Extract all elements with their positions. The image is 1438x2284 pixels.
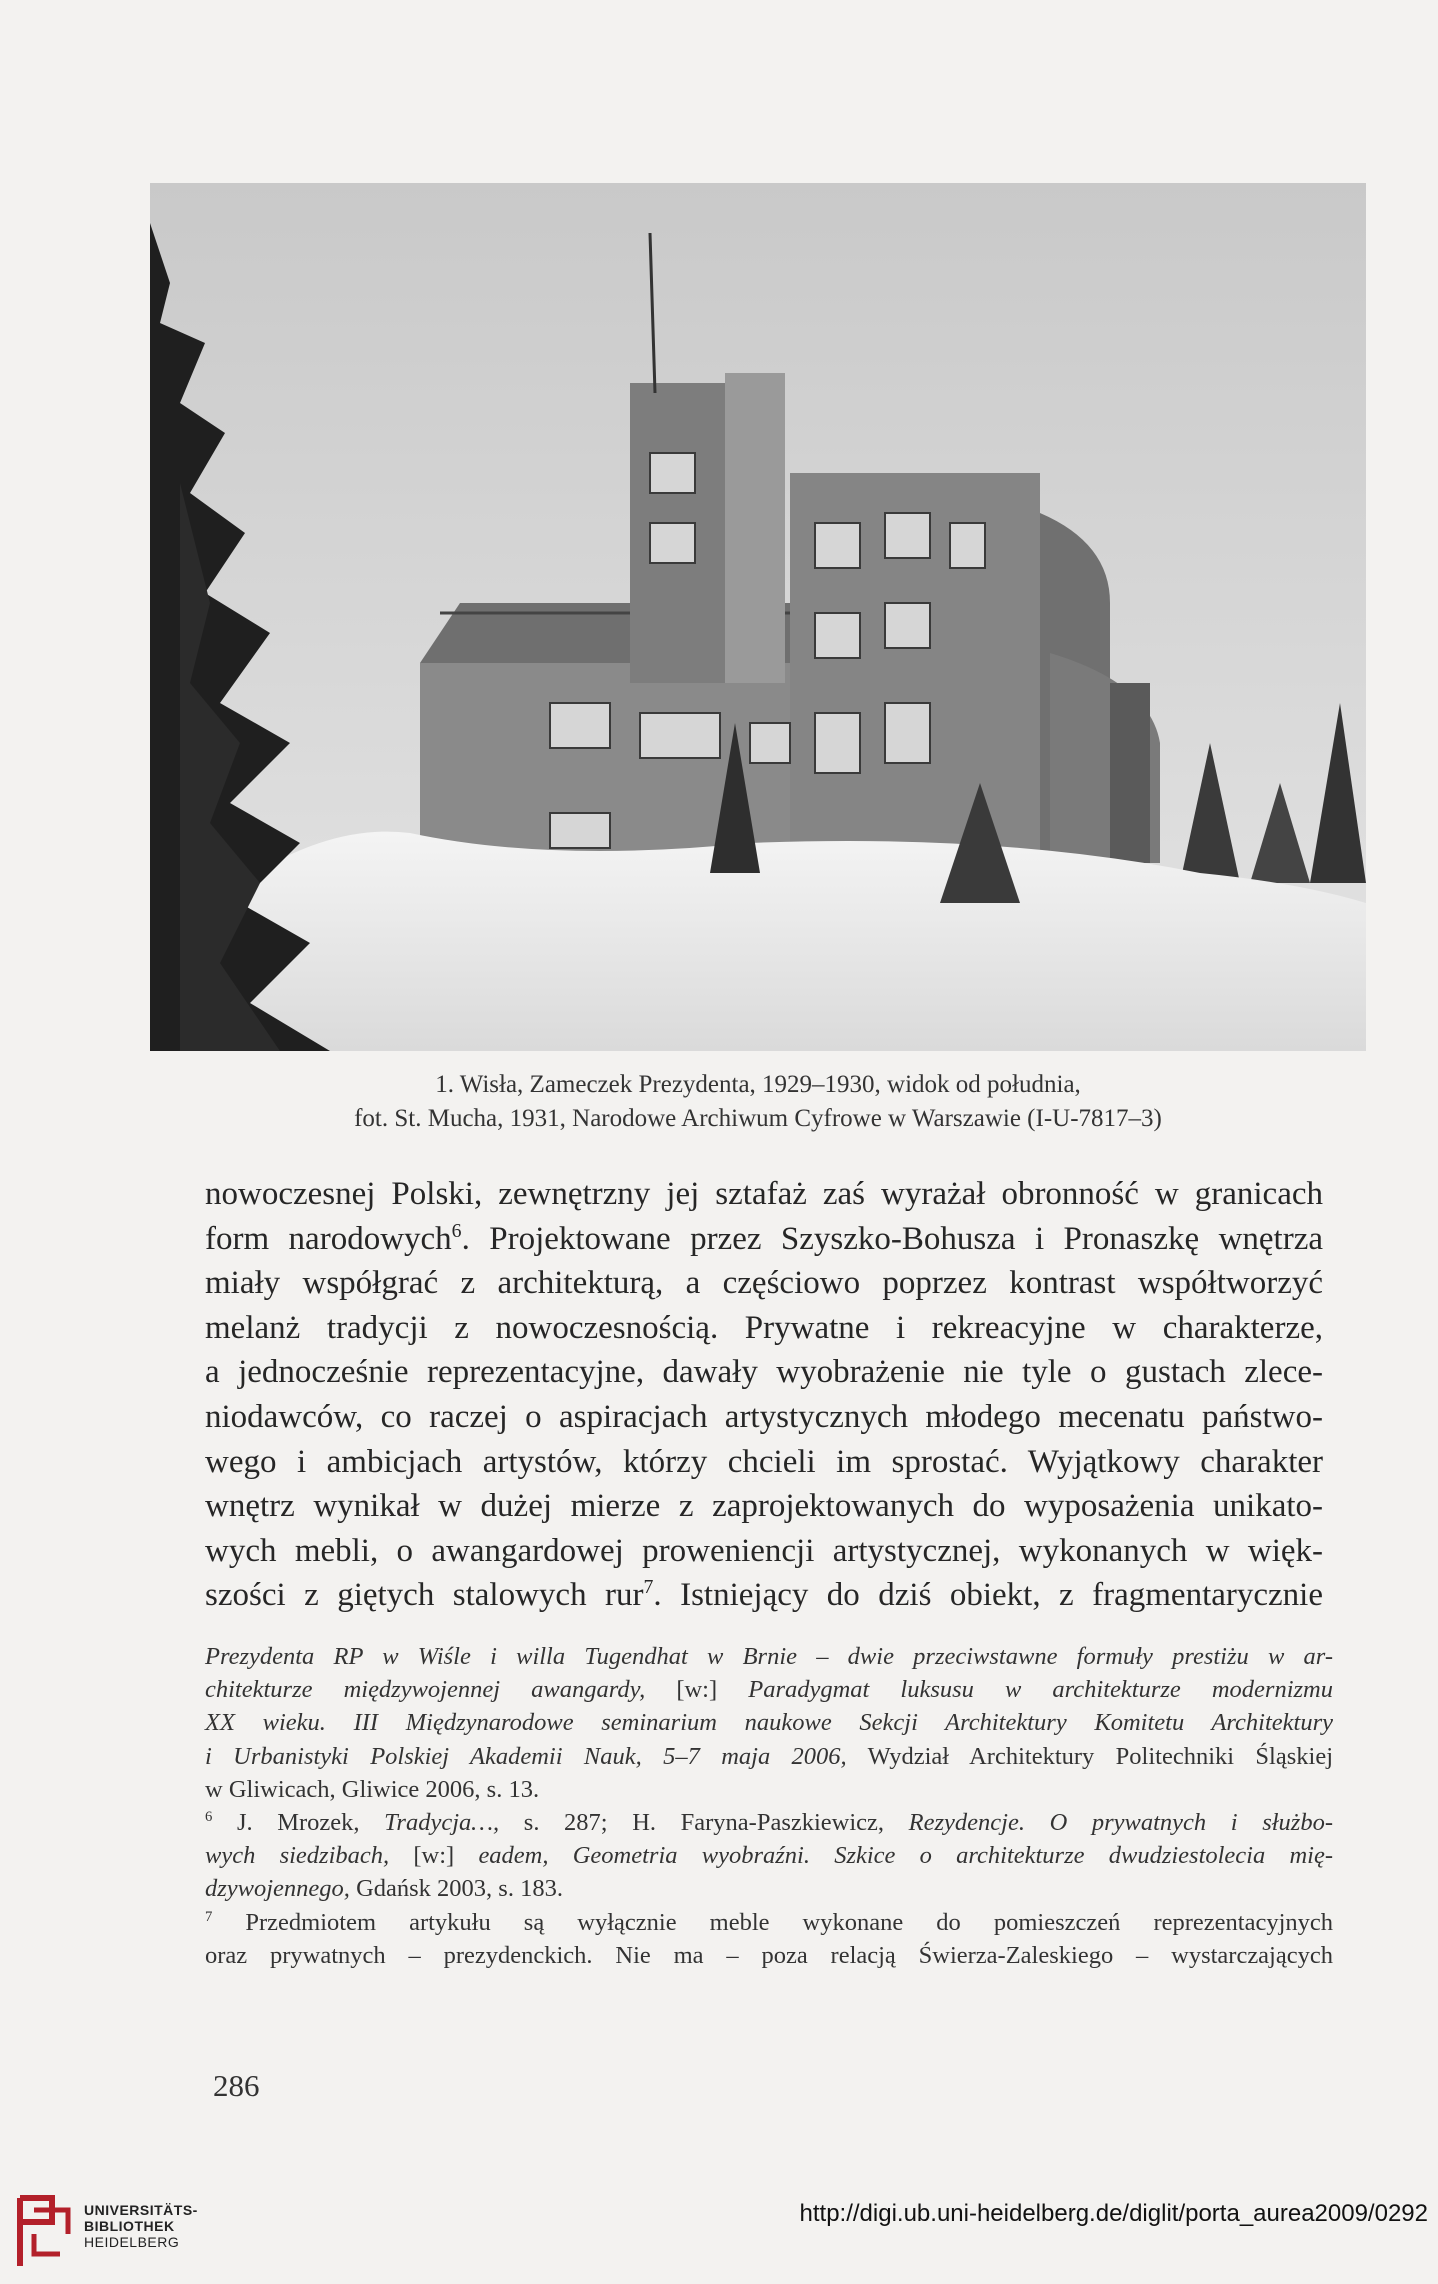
body-line: wych mebli, o awangardowej proweniencji artystycznej, wykonanych w więk- (205, 1532, 1323, 1569)
footnote-italic: Tradycja…, (384, 1809, 500, 1837)
footer-bar (0, 2180, 1438, 2284)
library-name (84, 2202, 198, 2250)
body-line (205, 1217, 1323, 1262)
library-name-line: BIBLIOTHEK (84, 2218, 175, 2234)
footnote-italic: Paradygmat luksusu w architekturze modernizmu (748, 1676, 1334, 1704)
footnote-italic: eadem, Geometria wyobraźni. Szkice o architekturze dwudziestolecia mię- (478, 1842, 1334, 1870)
photo-caption (150, 1068, 1366, 1136)
footnote-line (205, 1872, 1333, 1905)
footnote-line: w Gliwicach, Gliwice 2006, s. 13. (205, 1775, 540, 1803)
footnote-number-6: 6 (205, 1808, 213, 1825)
footnote-text: [w:] (389, 1842, 479, 1870)
footnote-number-7: 7 (205, 1908, 213, 1925)
page-number: 286 (213, 2068, 260, 2103)
building-photo (150, 183, 1366, 1051)
library-name-line: HEIDELBERG (84, 2234, 180, 2250)
body-line: wnętrz wynikał w dużej mierze z zaprojektowanych do wyposażenia unikato- (205, 1488, 1323, 1525)
footnote-italic: chitekturze międzywojennej awangardy, (205, 1676, 646, 1704)
footnote-line (205, 1906, 1333, 1939)
caption-line-2: fot. St. Mucha, 1931, Narodowe Archiwum Cyfrowe w Warszawie (I-U-7817–3) (354, 1105, 1162, 1132)
footnote-line (205, 1706, 1333, 1739)
body-line (205, 1573, 1323, 1618)
university-library-logo-icon[interactable] (12, 2194, 76, 2270)
footnote-italic: XX wieku. III Międzynarodowe seminarium naukowe Sekcji Architektury Komitetu Architektury (205, 1709, 1333, 1737)
library-name-line: UNIVERSITÄTS- (84, 2202, 198, 2218)
body-line: nowoczesnej Polski, zewnętrzny jej sztafaż zaś wyrażał obronność w granicach (205, 1176, 1323, 1212)
body-text-span: szości z giętych stalowych rur (205, 1577, 644, 1614)
footnote-text: Gdańsk 2003, s. 183. (349, 1875, 563, 1903)
body-line: niodawców, co raczej o aspiracjach artystycznych młodego mecenatu państwo- (205, 1398, 1323, 1435)
body-line: miały współgrać z architekturą, a częściowo poprzez kontrast współtworzyć (205, 1265, 1323, 1302)
body-line: a jednocześnie reprezentacyjne, dawały wyobrażenie nie tyle o gustach zlece- (205, 1354, 1323, 1391)
body-text-span: . Istniejący do dziś obiekt, z fragmentarycznie (653, 1577, 1323, 1614)
footnote-line (205, 1640, 1333, 1673)
digital-library-url-link[interactable]: http://digi.ub.uni-heidelberg.de/diglit/porta_aurea2009/0292 (799, 2200, 1428, 2227)
footnote-line (205, 1673, 1333, 1706)
footnote-text: s. 287; H. Faryna-Paszkiewicz, (499, 1809, 909, 1837)
footnote-italic: wych siedzibach, (205, 1842, 390, 1870)
footnote-italic: Rezydencje. O prywatnych i służbo- (908, 1809, 1333, 1837)
footnote-italic: dzywojennego, (205, 1875, 350, 1903)
footnote-line (205, 1806, 1333, 1839)
body-text-span: form narodowych (205, 1220, 452, 1257)
footnote-line (205, 1839, 1333, 1872)
body-paragraph (205, 1172, 1323, 1618)
footnotes (205, 1640, 1333, 1972)
footnote-text: [w:] (645, 1676, 749, 1704)
body-line: melanż tradycji z nowoczesnością. Prywatne i rekreacyjne w charakterze, (205, 1309, 1323, 1346)
body-line: wego i ambicjach artystów, którzy chcieli im sprostać. Wyjątkowy charakter (205, 1443, 1323, 1480)
footnote-text: J. Mrozek, (212, 1809, 385, 1837)
body-text-span: . Projektowane przez Szyszko-Bohusza i Pronaszkę wnętrza (461, 1220, 1323, 1257)
footnote-italic: Prezydenta RP w Wiśle i willa Tugendhat w Brnie – dwie przeciwstawne formuły prestiżu w ar- (205, 1643, 1333, 1670)
footnote-ref-7[interactable]: 7 (643, 1576, 654, 1599)
caption-line-1: 1. Wisła, Zameczek Prezydenta, 1929–1930, widok od południa, (435, 1071, 1081, 1098)
footnote-text: Przedmiotem artykułu są wyłącznie meble wykonane do pomieszczeń reprezentacyjnych (212, 1908, 1333, 1936)
footnote-text: Wydział Architektury Politechniki Śląskiej (846, 1742, 1333, 1770)
footnote-ref-6[interactable]: 6 (451, 1219, 462, 1242)
footnote-italic: i Urbanistyki Polskiej Akademii Nauk, 5–7 maja 2006, (205, 1742, 847, 1770)
photo-illustration (150, 183, 1366, 1051)
footnote-line: oraz prywatnych – prezydenckich. Nie ma – poza relacją Świerza-Zaleskiego – wystarczających (205, 1941, 1333, 1969)
footnote-line (205, 1740, 1333, 1773)
